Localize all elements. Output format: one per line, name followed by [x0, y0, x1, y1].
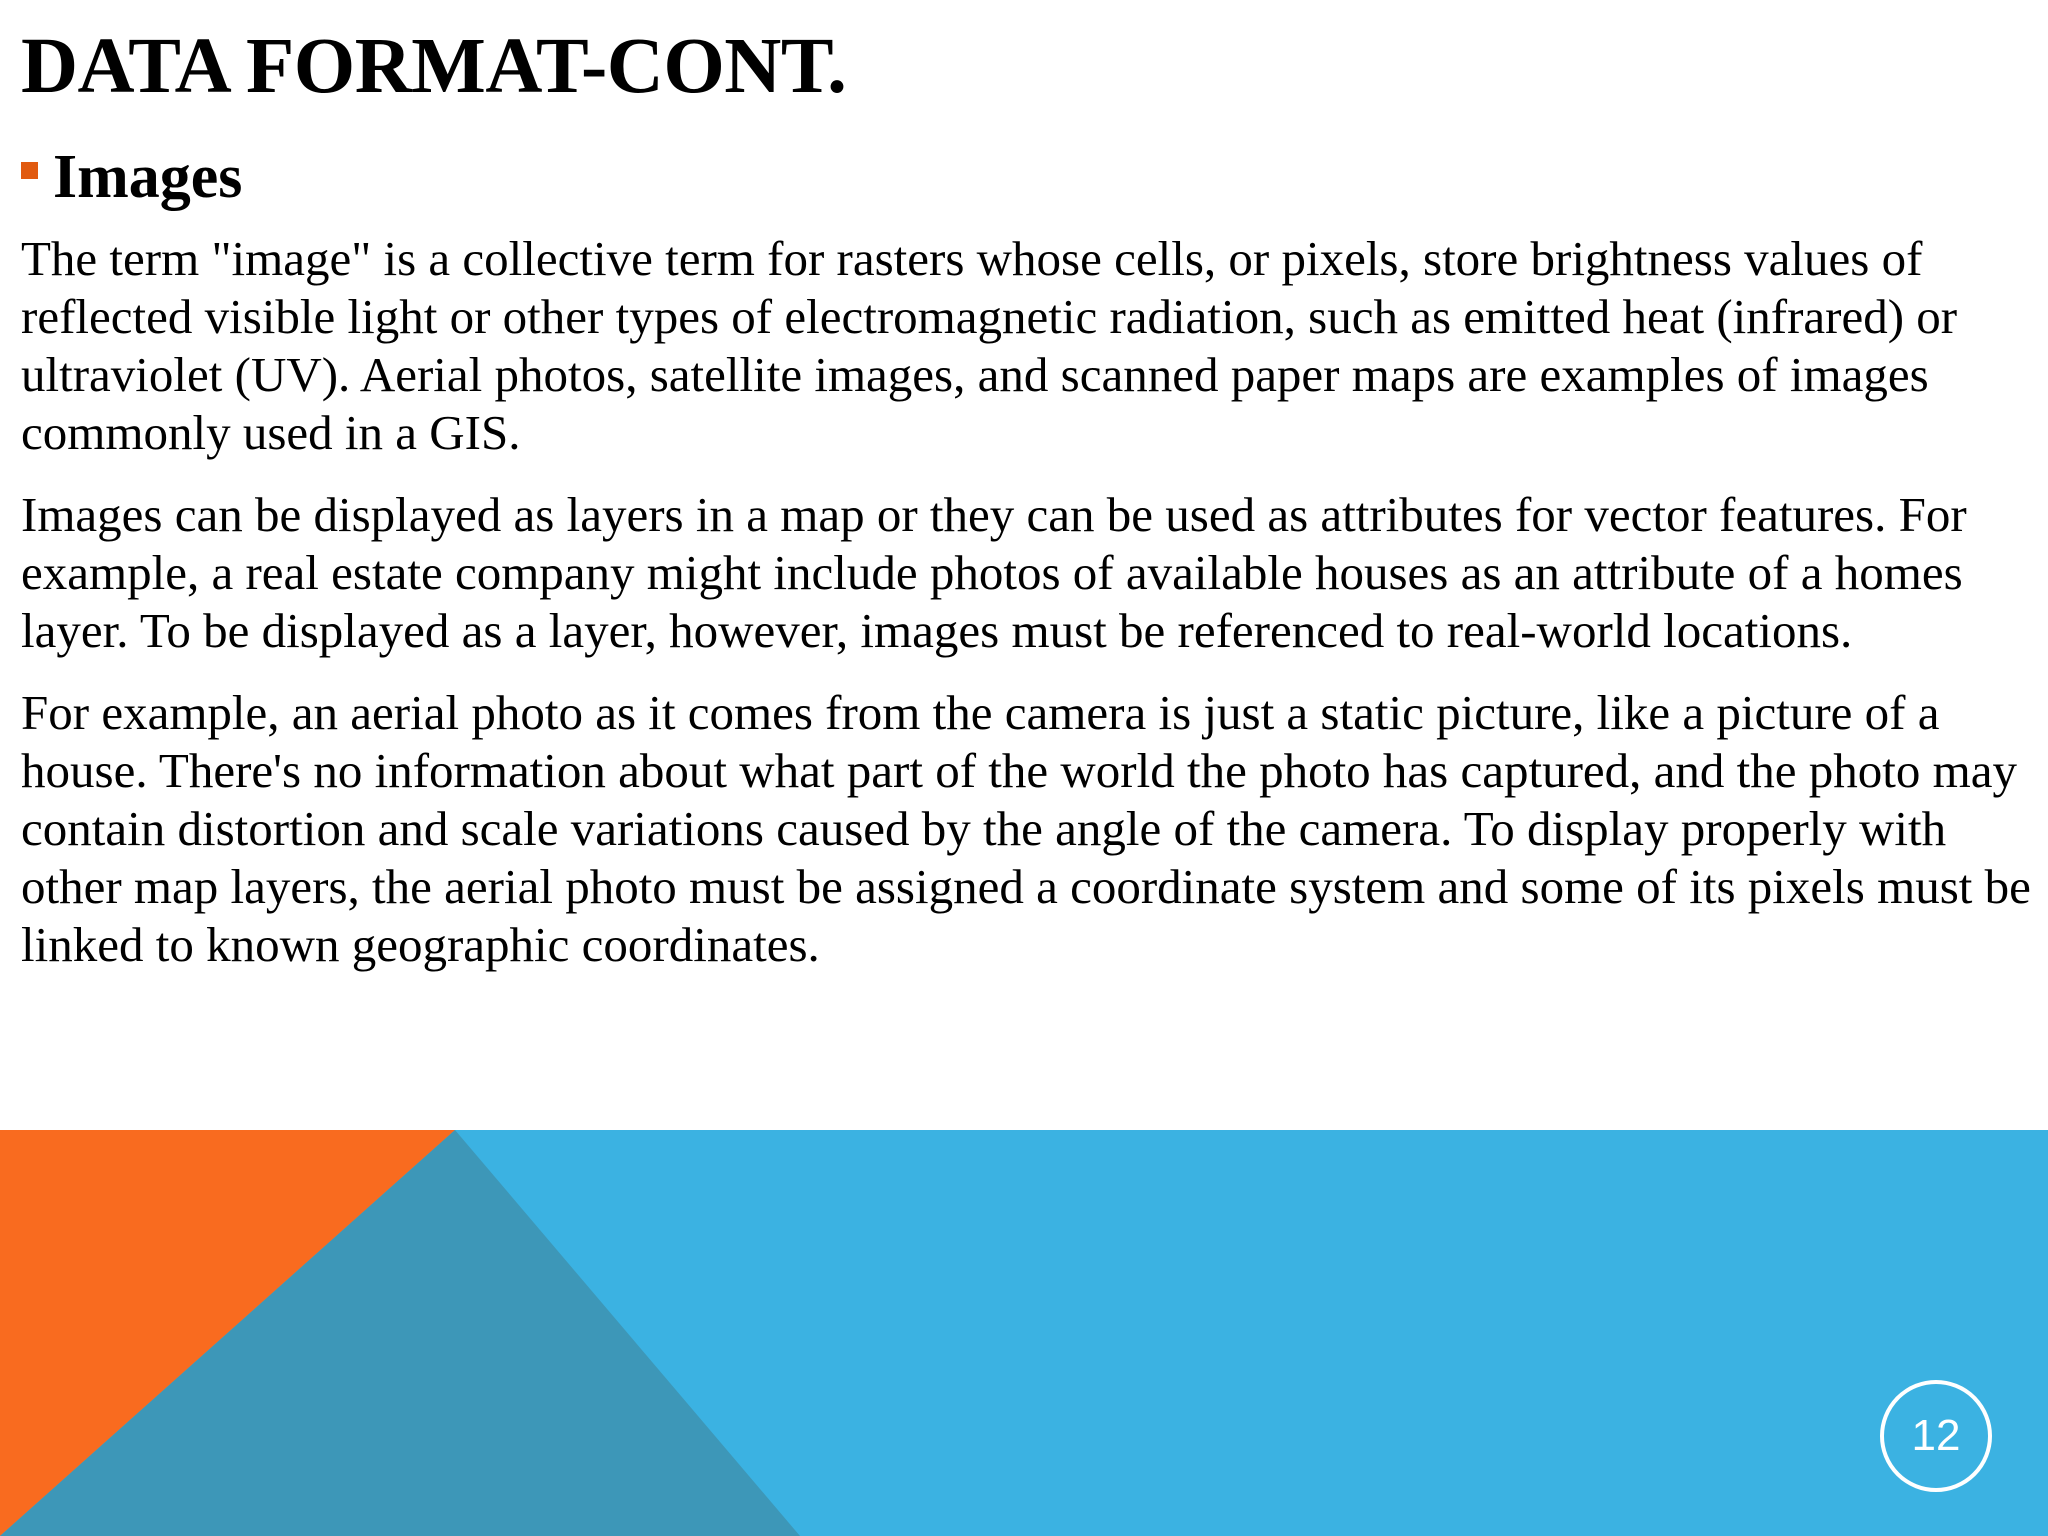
- paragraph-1: The term "image" is a collective term for rasters whose cells, or pixels, store brightness values of reflected visible light or other types of electromagnetic radiation, such as emitted heat (infrared) or ultraviolet (UV). Aerial photos, satellite images, and scanned paper maps are examples of images commonly used in a GIS.: [21, 231, 1958, 460]
- square-bullet-icon: [21, 162, 38, 179]
- paragraph-2: Images can be displayed as layers in a map or they can be used as attributes for vector features. For example, a real estate company might include photos of available houses as an attribute of a homes layer. To be displayed as a layer, however, images must be referenced to real-world locations.: [21, 487, 1967, 658]
- page-number: 12: [1911, 1411, 1961, 1460]
- bullet-item: [21, 140, 242, 214]
- page-number-badge: [1880, 1380, 1992, 1492]
- bullet-heading: Images: [53, 143, 243, 211]
- paragraph-3: For example, an aerial photo as it comes from the camera is just a static picture, like a picture of a house. There's no information about what part of the world the photo has captured, and the photo may contain distortion and scale variations caused by the angle of the camera. To display properly with other map layers, the aerial photo must be assigned a coordinate system and some of its pixels must be linked to known geographic coordinates.: [21, 685, 2031, 972]
- body-text: [21, 230, 2031, 998]
- slide-title: DATA FORMAT-CONT.: [21, 23, 847, 110]
